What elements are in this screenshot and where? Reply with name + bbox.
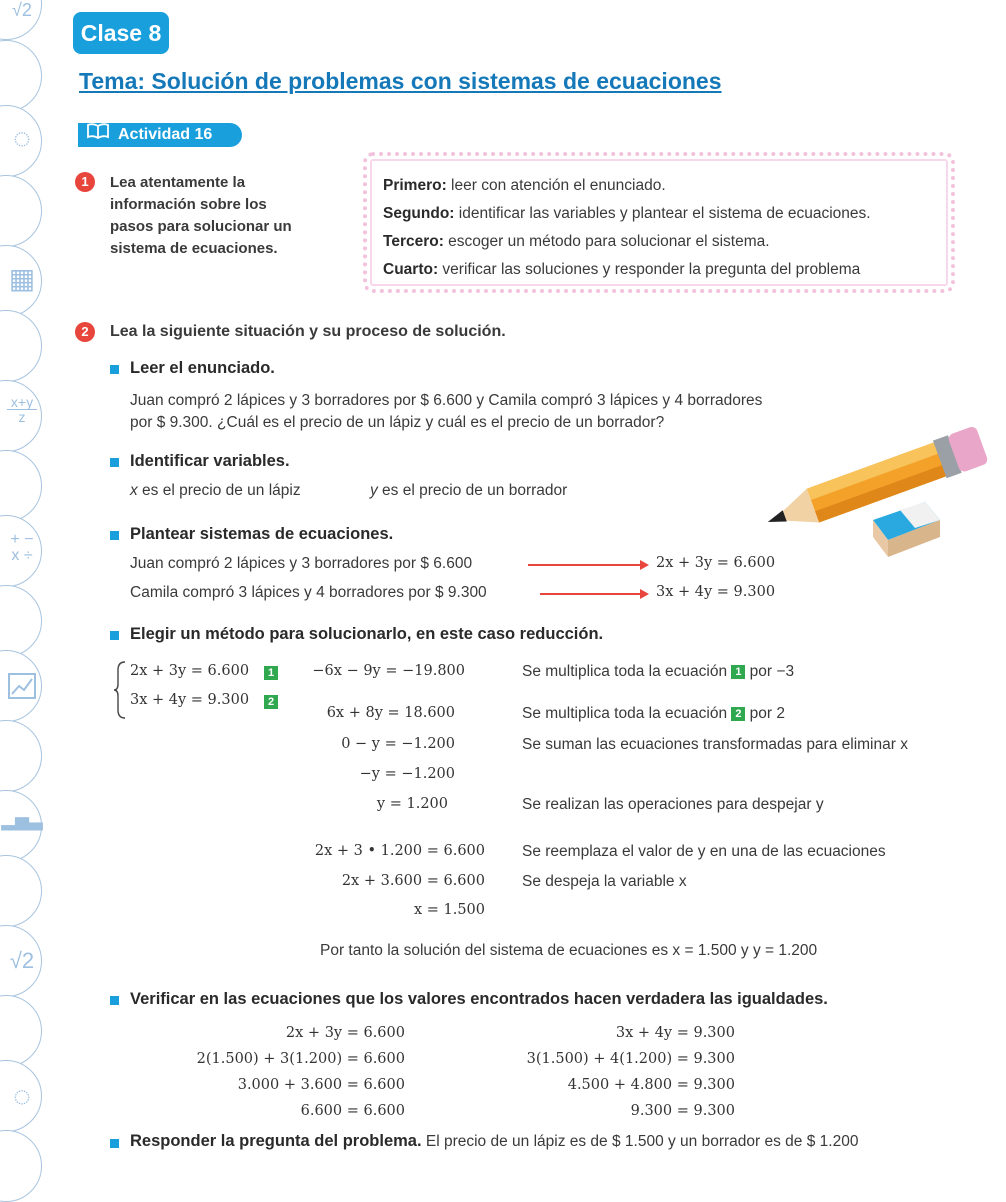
fraction-icon xyxy=(0,395,44,424)
verify-line: 2x + 3y = 6.600 xyxy=(285,1025,405,1041)
note-text: Se multiplica toda la ecuación xyxy=(522,705,732,722)
step-label: Tercero: xyxy=(383,233,444,250)
bullet-square xyxy=(110,531,119,540)
bullet-square xyxy=(110,996,119,1005)
instruction-line: información sobre los xyxy=(110,196,267,213)
solution-conclusion: Por tanto la solución del sistema de ecuaciones es x = 1.500 y y = 1.200 xyxy=(320,942,818,959)
verificar-title: Verificar en las ecuaciones que los valores encontrados hacen verdadera las igualdades. xyxy=(130,990,828,1008)
responder-title: Responder la pregunta del problema. xyxy=(130,1132,422,1150)
step-equation: 2x + 3 • 1.200 = 6.600 xyxy=(314,843,485,859)
sidebar-circle xyxy=(0,585,42,657)
sidebar-circle xyxy=(0,175,42,247)
arrow-right-icon xyxy=(640,589,649,599)
step-label: Segundo: xyxy=(383,205,455,222)
verify-line: 4.500 + 4.800 = 9.300 xyxy=(567,1077,735,1093)
equation-badge-1: 1 xyxy=(264,666,278,680)
instruction-line: pasos para solucionar un xyxy=(110,218,292,235)
step-item xyxy=(383,228,871,256)
identificar-title: Identificar variables. xyxy=(130,452,290,470)
elegir-title: Elegir un método para solucionarlo, en este caso reducción. xyxy=(130,625,604,643)
note-text: por 2 xyxy=(745,705,786,722)
leer-line: Juan compró 2 lápices y 3 borradores por $ 6.600 y Camila compró 3 lápices y 4 borradores xyxy=(130,392,763,409)
step-equation: −y = −1.200 xyxy=(359,766,455,782)
page-title: Tema: Solución de problemas con sistemas de ecuaciones xyxy=(79,68,722,94)
arrow-line xyxy=(540,593,641,595)
verify-line: 2(1.500) + 3(1.200) = 6.600 xyxy=(196,1051,405,1067)
step-equation: x = 1.500 xyxy=(413,902,485,918)
sidebar-circle xyxy=(0,40,42,112)
step-text: verificar las soluciones y responder la pregunta del problema xyxy=(438,261,861,278)
system-brace xyxy=(113,660,127,725)
bar-chart-icon: ▂▅▃ xyxy=(1,810,43,830)
plantear-text: Juan compró 2 lápices y 3 borradores por $ 6.600 xyxy=(130,555,473,572)
step-item xyxy=(383,256,871,284)
sqrt-icon: √2 xyxy=(12,0,32,20)
verify-line: 3.000 + 3.600 = 6.600 xyxy=(237,1077,405,1093)
responder-text: El precio de un lápiz es de $ 1.500 y un borrador es de $ 1.200 xyxy=(421,1133,859,1150)
operations-icon: + − x ÷ xyxy=(10,531,34,564)
step-item xyxy=(383,172,871,200)
section1-instruction xyxy=(110,172,292,260)
bullet-square xyxy=(110,365,119,374)
sidebar-circle xyxy=(0,450,42,522)
step-number-2: 2 xyxy=(75,322,95,342)
sidebar-circle xyxy=(0,995,42,1067)
step-note: Se realizan las operaciones para despejar y xyxy=(522,796,824,813)
step-note: Se reemplaza el valor de y en una de las ecuaciones xyxy=(522,843,886,860)
instruction-line: Lea atentamente la xyxy=(110,174,246,191)
sqrt-icon: √2 xyxy=(9,948,35,973)
verify-left xyxy=(150,1020,405,1124)
steps-list xyxy=(383,172,871,284)
step-text: leer con atención el enunciado. xyxy=(446,177,666,194)
step-item xyxy=(383,200,871,228)
step-equation: −6x − 9y = −19.800 xyxy=(312,663,465,679)
circle-arrows-icon: ◌ xyxy=(13,122,31,155)
step-note xyxy=(522,705,785,723)
responder-line xyxy=(130,1132,858,1151)
step-equation: 0 − y = −1.200 xyxy=(341,736,455,752)
y-definition xyxy=(370,482,567,500)
system-equation-1: 2x + 3y = 6.600 xyxy=(130,663,250,679)
sidebar-circle xyxy=(0,855,42,927)
note-text: Se multiplica toda la ecuación xyxy=(522,663,732,680)
leer-text xyxy=(130,390,762,434)
x-var: x xyxy=(130,482,138,499)
step-equation: 2x + 3.600 = 6.600 xyxy=(341,873,485,889)
line-chart-icon xyxy=(0,672,44,706)
pencil-icon xyxy=(750,412,990,562)
verify-right xyxy=(480,1020,735,1124)
calculator-icon: ▦ xyxy=(8,263,36,294)
step-text: identificar las variables y plantear el sistema de ecuaciones. xyxy=(454,205,871,222)
x-definition xyxy=(130,482,301,500)
equation-badge-2: 2 xyxy=(731,707,745,721)
sidebar-circle xyxy=(0,720,42,792)
equation-badge-1: 1 xyxy=(731,665,745,679)
arrow-right-icon xyxy=(640,560,649,570)
plantear-equation: 2x + 3y = 6.600 xyxy=(656,555,776,571)
pencil-eraser-illustration xyxy=(750,412,990,567)
arrow-line xyxy=(528,564,641,566)
plantear-title: Plantear sistemas de ecuaciones. xyxy=(130,525,394,543)
verify-line: 6.600 = 6.600 xyxy=(300,1103,405,1119)
leer-title: Leer el enunciado. xyxy=(130,359,275,377)
y-var: y xyxy=(370,482,378,499)
leer-line: por $ 9.300. ¿Cuál es el precio de un lápiz y cuál es el precio de un borrador? xyxy=(130,414,665,431)
section2-instruction: Lea la siguiente situación y su proceso de solución. xyxy=(110,323,506,340)
step-note xyxy=(522,663,794,681)
plantear-text: Camila compró 3 lápices y 4 borradores por $ 9.300 xyxy=(130,584,487,601)
step-note: Se despeja la variable x xyxy=(522,873,687,890)
step-label: Cuarto: xyxy=(383,261,439,278)
note-text: por −3 xyxy=(745,663,795,680)
book-icon xyxy=(81,123,115,147)
activity-label: Actividad 16 xyxy=(118,126,213,143)
bullet-square xyxy=(110,458,119,467)
step-number-1: 1 xyxy=(75,172,95,192)
fraction-bottom: z xyxy=(18,409,26,425)
system-equation-2: 3x + 4y = 9.300 xyxy=(130,692,250,708)
fraction-top: x+y xyxy=(7,395,37,410)
plantear-equation: 3x + 4y = 9.300 xyxy=(656,584,776,600)
eraser-icon xyxy=(870,497,950,557)
step-equation: 6x + 8y = 18.600 xyxy=(326,705,455,721)
step-label: Primero: xyxy=(383,177,447,194)
circle-arrows-icon: ◌ xyxy=(13,1080,31,1113)
step-text: escoger un método para solucionar el sistema. xyxy=(443,233,770,250)
y-text: es el precio de un borrador xyxy=(377,482,568,499)
step-note: Se suman las ecuaciones transformadas para eliminar x xyxy=(522,736,908,753)
sidebar-circle xyxy=(0,1130,42,1202)
step-equation: y = 1.200 xyxy=(376,796,448,812)
bullet-square xyxy=(110,1139,119,1148)
verify-line: 9.300 = 9.300 xyxy=(630,1103,735,1119)
instruction-line: sistema de ecuaciones. xyxy=(110,240,278,257)
verify-line: 3x + 4y = 9.300 xyxy=(615,1025,735,1041)
verify-line: 3(1.500) + 4(1.200) = 9.300 xyxy=(526,1051,735,1067)
bullet-square xyxy=(110,631,119,640)
x-text: es el precio de un lápiz xyxy=(137,482,301,499)
equation-badge-2: 2 xyxy=(264,695,278,709)
sidebar-circle xyxy=(0,310,42,382)
class-badge: Clase 8 xyxy=(73,12,169,54)
